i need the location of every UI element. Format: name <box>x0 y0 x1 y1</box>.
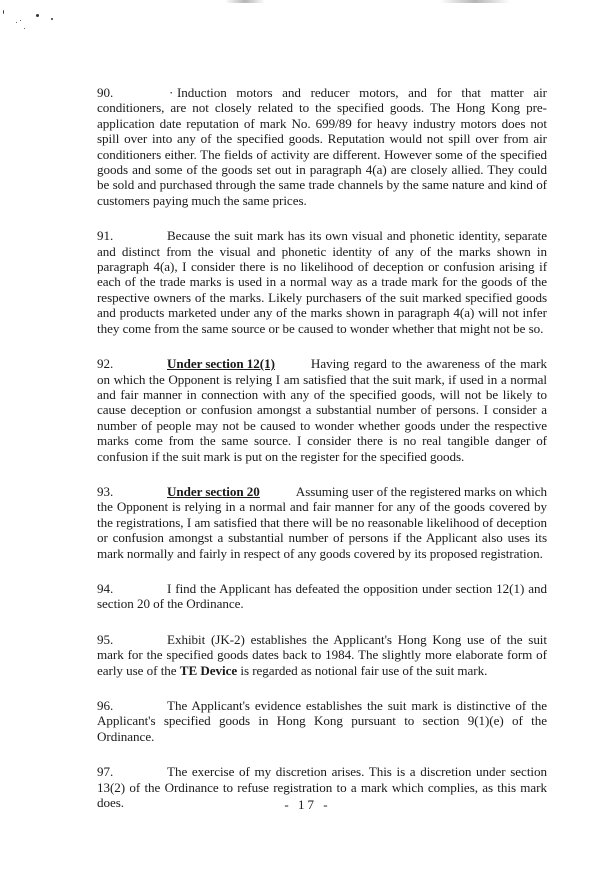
paragraph-96 <box>97 698 547 744</box>
paragraph-text: Exhibit (JK-2) establishes the Applicant's Hong Kong use of the suit mark for the specified goods dates back to 1984. The slightly more elaborate form of early use of the <box>97 631 547 678</box>
paragraph-number: 92. <box>97 356 114 372</box>
paragraph-number: 97. <box>97 764 114 780</box>
bold-term: TE Device <box>179 662 238 678</box>
stray-mark: · <box>169 85 174 100</box>
paragraph-number: 94. <box>97 580 114 596</box>
paragraph-text: Having regard to the awareness of the mark on which the Opponent is relying I am satisfied that the suit mark, if used in a normal and fair manner in connection with any of the specified goods, will not be likely to cause deception or confusion amongst a substantial number of persons. I consider a number of people may not be caused to wonder whether goods under the respective marks come from the same source. I consider there is no real tangible danger of confusion if the suit mark is put on the register for the specified goods. <box>97 356 547 464</box>
paragraph-text: Induction motors and reducer motors, and for that matter air conditioners, are not closely related to the specified goods. The Hong Kong pre-application date reputation of mark No. 699/89 for heavy industry motors does not spill over into any of the specified goods. Reputation would not spill over from air conditioners either. The fields of activity are different. However some of the specified goods and some of the goods set out in paragraph 4(a) are closely allied. They could be sold and purchased through the same trade channels by the same nature and kind of customers paying much the same prices. <box>97 85 547 208</box>
scan-speck <box>3 10 4 14</box>
paragraph-text: The Applicant's evidence establishes the suit mark is distinctive of the Applicant's specified goods in Hong Kong pursuant to section 9(1)(e) of the Ordinance. <box>97 698 547 744</box>
scan-speck <box>16 22 17 23</box>
paragraph-90 <box>97 85 547 208</box>
section-heading: Under section 20 <box>167 483 260 499</box>
paragraph-94 <box>97 581 547 612</box>
paragraph-text: I find the Applicant has defeated the opposition under section 12(1) and section 20 of the Ordinance. <box>97 580 547 612</box>
paragraph-number: 91. <box>97 228 114 244</box>
paragraph-text-continued: is regarded as notional fair use of the suit mark. <box>237 662 488 678</box>
paragraph-number: 90. <box>97 85 114 100</box>
scan-speck <box>24 28 25 29</box>
scan-speck <box>20 20 21 21</box>
scan-artifact <box>225 0 265 3</box>
page-number: - 17 - <box>284 797 331 812</box>
paragraph-91 <box>97 228 547 336</box>
scan-speck <box>51 18 53 20</box>
scan-speck <box>36 14 39 17</box>
paragraph-text: Because the suit mark has its own visual and phonetic identity, separate and distinct from the visual and phonetic identity of any of the marks shown in paragraph 4(a), I consider there is no likelihood of deception or confusion arising if each of the trade marks is used in a normal way as a trade mark for the goods of the respective owners of the marks. Likely purchasers of the suit marked specified goods and products marketed under any of the marks shown in paragraph 4(a) will not infer they come from the same source or be caused to wonder whether that might not be so. <box>97 228 547 336</box>
paragraph-text: The exercise of my discretion arises. This is a discretion under section 13(2) of the Ordinance to refuse registration to a mark which complies, as this mark does. <box>97 764 547 811</box>
paragraph-93 <box>97 484 547 561</box>
paragraph-number: 96. <box>97 698 114 713</box>
paragraph-number: 95. <box>97 631 114 647</box>
paragraph-number: 93. <box>97 483 114 499</box>
paragraph-text: Assuming user of the registered marks on which the Opponent is relying in a normal and fair manner for any of the goods covered by the registrations, I am satisfied that there will be no reasonable likelihood of deception or confusion amongst a substantial number of persons if the Applicant also uses its mark normally and fairly in respect of any goods covered by its proposed registration. <box>97 483 547 561</box>
paragraph-95 <box>97 632 547 678</box>
section-heading: Under section 12(1) <box>167 356 275 372</box>
document-page <box>97 85 547 830</box>
scan-artifact <box>440 0 510 3</box>
paragraph-92 <box>97 356 547 464</box>
